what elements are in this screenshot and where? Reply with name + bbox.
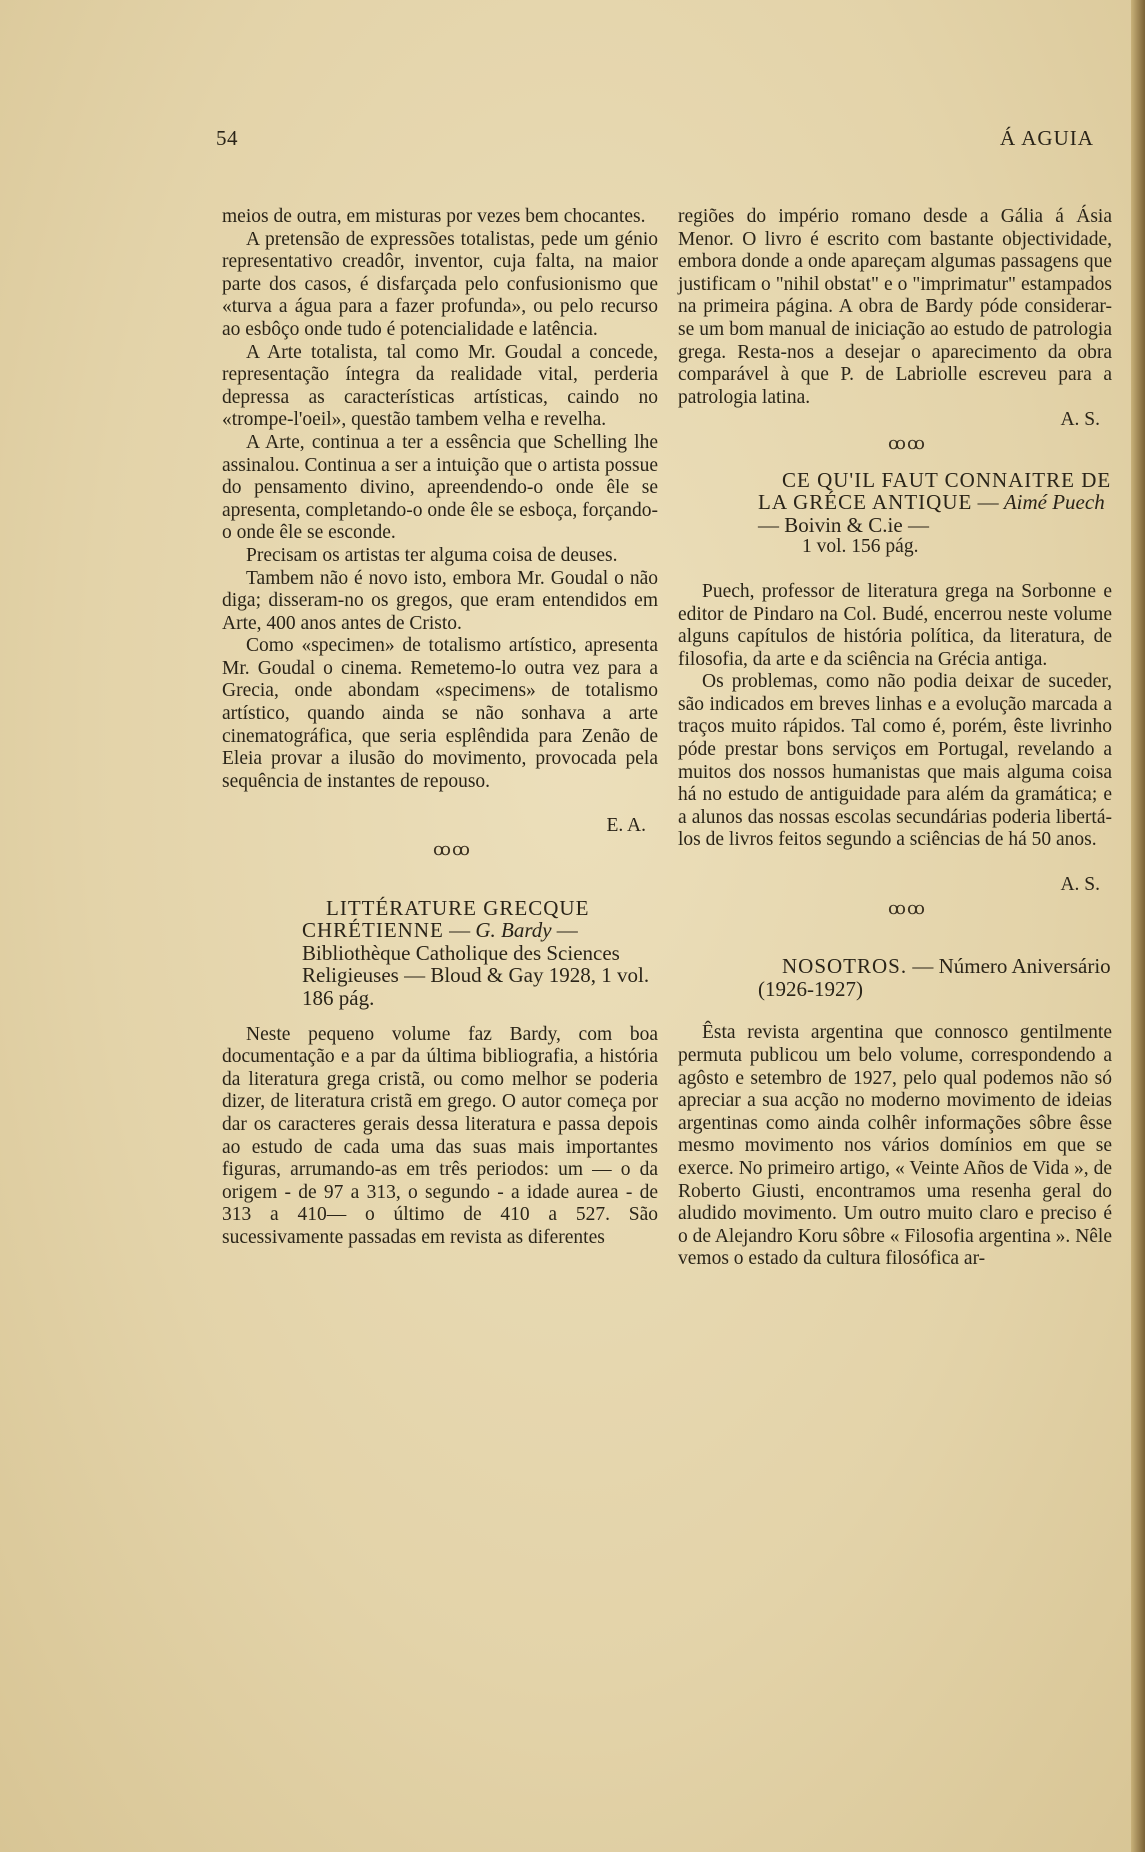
- review-author: G. Bardy: [475, 918, 552, 943]
- ornament: ꝏꝏ: [433, 839, 471, 860]
- journal-title: Á AGUIA: [1000, 126, 1094, 150]
- paragraph: A pretensão de expressões totalistas, pede um génio representativo creadôr, inventor, cuja falta, na maior parte dos casos, é disfarçada pelo confusionismo que «turva a água para a fazer profunda», ou pelo recurso ao esbôço onde tudo é potencialidade e latência.: [222, 228, 658, 340]
- right-column: [678, 206, 1112, 1271]
- paragraph: Os problemas, como não podia deixar de suceder, são indicados em breves linhas e a evolução marcada a traços muito rápidos. Tal como é, porém, êste livrinho póde prestar bons serviços em Portugal, revelando a muitos dos nossos humanistas que mais alguma coisa há no estudo de antiguidade para além da gramática; e a alunos das nossas escolas secundárias poderia libertá-los de livros feitos segundo a sciências de há 50 anos.: [678, 671, 1112, 851]
- review-details: 1 vol. 156 pág.: [802, 536, 919, 558]
- signature: A. S.: [1060, 874, 1100, 896]
- paragraph: meios de outra, em misturas por vezes bem chocantes.: [222, 206, 646, 227]
- page-edge: [1131, 0, 1145, 1852]
- left-column: [222, 206, 658, 1250]
- review-details: Número Aniversário (1926-1927): [758, 954, 1111, 1001]
- review-title: LITTÉRATURE GRECQUE CHRÉTIENNE: [302, 895, 590, 943]
- review-heading: NOSOTROS. — Número Aniversário (1926-1927): [758, 954, 1111, 1001]
- paragraph: A Arte, continua a ter a essência que Schelling lhe assinalou. Continua a ser a intuição que o artista possue do pensamento divino, apreendendo-o onde êle se apresenta, completando-o onde êle se esboça, forçando-o onde êle se esconde.: [222, 431, 658, 544]
- review-title: NOSOTROS.: [782, 954, 908, 979]
- signature: E. A.: [606, 815, 646, 837]
- paragraph: A Arte totalista, tal como Mr. Goudal a concede, representação íntegra da realidade vital, perderia depressa as características artísticas, caindo no «trompe-l'oeil», questão tambem velha e revelha.: [222, 341, 658, 431]
- paragraph: Tambem não é novo isto, embora Mr. Goudal o não diga; disseram-no os gregos, que eram entendidos em Arte, 400 anos antes de Cristo.: [222, 567, 658, 634]
- review-details: Bibliothèque Catholique des Sciences Religieuses — Bloud & Gay 1928, 1 vol. 186 pág.: [302, 940, 650, 1010]
- review-author: Aimé Puech: [1003, 490, 1105, 515]
- paragraph: Precisam os artistas ter alguma coisa de deuses.: [246, 544, 618, 566]
- ornament: ꝏꝏ: [888, 897, 926, 918]
- page-number: 54: [216, 126, 238, 150]
- review-publisher: Boivin & C.ie: [784, 512, 903, 537]
- signature: A. S.: [1060, 409, 1100, 431]
- review-title: CE QU'IL FAUT CONNAITRE DE LA GRÉCE ANTIQUE: [758, 467, 1112, 515]
- paragraph: Como «specimen» de totalismo artístico, apresenta Mr. Goudal o cinema. Remetemo-lo outra vez para a Grecia, onde abondam «specimens» de totalismo artístico, quando ainda se não sonhava a arte cinematográfica, que seria esplêndida para Zenão de Eleia provar a ilusão do movimento, provocada pela sequência de instantes de repouso.: [222, 635, 658, 792]
- paragraph: regiões do império romano desde a Gália á Ásia Menor. O livro é escrito com bastante objectividade, embora donde a onde apareçam algumas passagens que justificam o "nihil obstat" e o "imprimatur" estampados na primeira página. A obra de Bardy póde considerar-se um bom manual de iniciação ao estudo de patrologia grega. Resta-nos a desejar o aparecimento da obra comparável à que P. de Labriolle escreveu para a patrologia latina.: [678, 206, 1112, 408]
- paragraph: Neste pequeno volume faz Bardy, com boa documentação e a par da última bibliografia, a história da literatura grega cristã, ou como melhor se poderia dizer, de literatura cristã em grego. O autor começa por dar os caracteres gerais dessa literatura e passa depois ao estudo de cada uma das suas mais importantes figuras, arrumando-as em três periodos: um — o da origem - de 97 a 313, o segundo - a idade aurea - de 313 a 410— o último de 410 a 527. São sucessivamente passadas em revista as diferentes: [222, 1023, 658, 1248]
- paragraph: Êsta revista argentina que connosco gentilmente permuta publicou um belo volume, correspondendo a agôsto e setembro de 1927, pelo qual podemos não só apreciar a sua acção no moderno movimento de ideias argentinas como ainda colhêr informações sôbre êsse mesmo movimento nos vários domínios em que se exerce. No primeiro artigo, « Veinte Años de Vida », de Roberto Giusti, encontramos uma resenha geral do aludido movimento. Um outro muito claro e preciso é o de Alejandro Koru sôbre « Filosofia argentina ». Nêle vemos o estado da cultura filosófica ar-: [678, 1022, 1112, 1270]
- review-heading: LITTÉRATURE GRECQUE CHRÉTIENNE — G. Bardy — Bibliothèque Catholique des Sciences Religieuses — Bloud & Gay 1928, 1 vol. 186 pág.: [302, 895, 650, 1010]
- ornament: ꝏꝏ: [888, 432, 926, 453]
- review-heading: CE QU'IL FAUT CONNAITRE DE LA GRÉCE ANTIQUE — Aimé Puech — Boivin & C.ie —: [758, 467, 1112, 537]
- paragraph: Puech, professor de literatura grega na Sorbonne e editor de Pindaro na Col. Budé, encerrou neste volume alguns capítulos de história política, da literatura, de filosofia, da arte e da sciência na Grécia antiga.: [678, 580, 1112, 670]
